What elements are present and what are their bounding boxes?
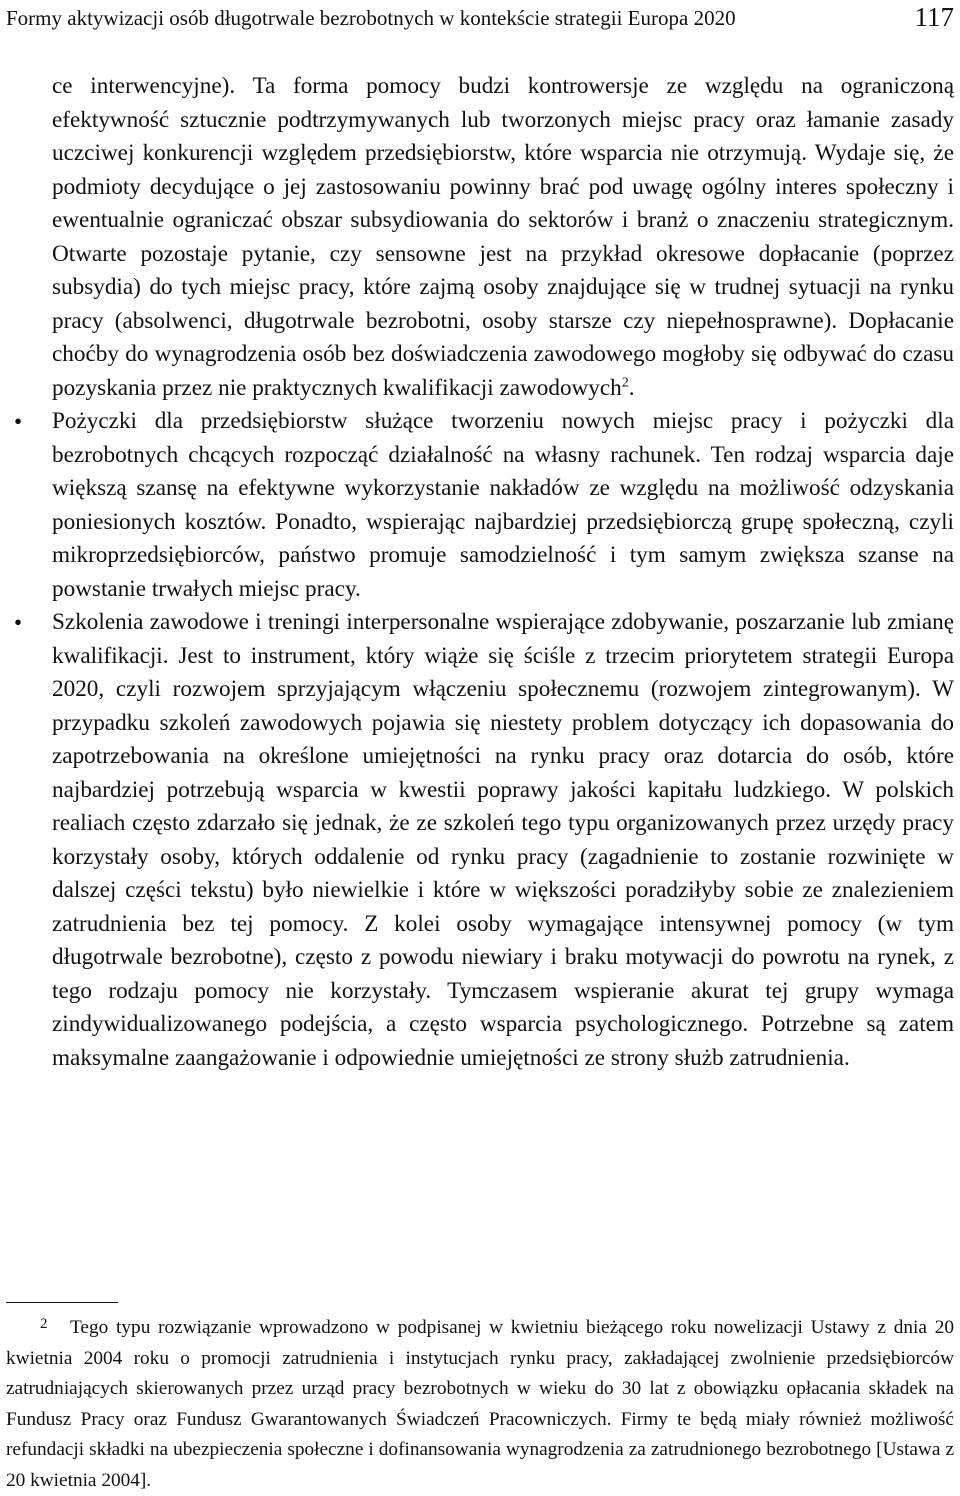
running-title: Formy aktywizacji osób długotrwale bezrobotnych w kontekście strategii Europa 2020 (6, 6, 736, 30)
running-header (6, 2, 954, 32)
list-item (13, 606, 954, 1075)
footnote-divider (6, 1302, 118, 1303)
continuation-text: ce interwencyjne). Ta forma pomocy budzi kontrowersje ze względu na ograniczoną efektywność sztucznie podtrzymywanych lub tworzonych miejsc pracy oraz łamanie zasady uczciwej konkurencji względem przedsiębiorstw, które wsparcia nie otrzymują. Wydaje się, że podmioty decydujące o jej zastosowaniu powinny brać pod uwagę ogólny interes społeczny i ewentualnie ograniczać obszar subsydiowania do sektorów i branż o znaczeniu strategicznym. Otwarte pozostaje pytanie, czy sensowne jest na przykład okresowe dopłacanie (poprzez subsydia) do tych miejsc pracy, które zajmą osoby znajdujące się w trudnej sytuacji na rynku pracy (absolwenci, długotrwale bezrobotni, osoby starsze czy niepełnosprawne). Dopłacanie choćby do wynagrodzenia osób bez doświadczenia zawodowego mogłoby się odbywać do czasu pozyskania przez nie praktycznych kwalifikacji zawodowych (52, 73, 954, 401)
bullet-icon: • (13, 610, 23, 635)
list-item-text: Pożyczki dla przedsiębiorstw służące tworzeniu nowych miejsc pracy i pożyczki dla bezrobotnych chcących rozpocząć działalność na własny rachunek. Ten rodzaj wsparcia daje większą szansę na efektywne wykorzystanie nakładów ze względu na możliwość odzyskania poniesionych kosztów. Ponadto, wspierając najbardziej przedsiębiorczą grupę społeczną, czyli mikroprzedsiębiorców, państwo promuje samodzielność i tym samym zwiększa szanse na powstanie trwałych miejsc pracy. (52, 408, 954, 602)
continuation-end: . (628, 374, 635, 401)
footnote-reference[interactable]: 2 (621, 374, 629, 390)
list-item-text: Szkolenia zawodowe i treningi interpersonalne wspierające zdobywanie, poszarzanie lub zmianę kwalifikacji. Jest to instrument, który wiąże się ściśle z trzecim priorytetem strategii Europa 2020, czyli rozwojem sprzyjającym włączeniu społecznemu (rozwojem zintegrowanym). W przypadku szkoleń zawodowych pojawia się niestety problem dotyczący ich dopasowania do zapotrzebowania na określone umiejętności na rynku pracy oraz dotarcia do osób, które najbardziej potrzebują wsparcia w kwestii poprawy jakości kapitału ludzkiego. W polskich realiach często zdarzało się jednak, że ze szkoleń tego typu organizowanych przez urzędy pracy korzystały osoby, których oddalenie od rynku pracy (zagadnienie to zostanie rozwinięte w dalszej części tekstu) było niewielkie i które w większości poradziłyby sobie ze znalezieniem zatrudnienia bez tej pomocy. Z kolei osoby wymagające intensywnej pomocy (w tym długotrwale bezrobotne), często z powodu niewiary i braku motywacji do powrotu na rynek, z tego rodzaju pomocy nie korzystały. Tymczasem wspieranie akurat tej grupy wymaga zindywidualizowanego podejścia, a często wsparcia psychologicznego. Potrzebne są zatem maksymalne zaangażowanie i odpowiednie umiejętności ze strony służb zatrudnienia. (52, 609, 954, 1071)
continuation-paragraph (52, 70, 954, 405)
list-item (13, 405, 954, 606)
bullet-list (13, 405, 954, 1075)
bullet-icon: • (13, 409, 23, 434)
body-text (13, 70, 954, 1075)
page-number: 117 (914, 2, 954, 32)
footnote-number: 2 (40, 1316, 48, 1332)
footnote-text: Tego typu rozwiązanie wprowadzono w podpisanej w kwietniu bieżącego roku nowelizacji Ustawy z dnia 20 kwietnia 2004 roku o promocji zatrudnienia i instytucjach rynku pracy, zakładającej zwolnienie przedsiębiorców zatrudniających skierowanych przez urząd pracy bezrobotnych w wieku do 30 lat z obowiązku opłacania składek na Fundusz Pracy oraz Fundusz Gwarantowanych Świadczeń Pracowniczych. Firmy te będą miały również możliwość refundacji składki na ubezpieczenia społeczne i dofinansowania wynagrodzenia za zatrudnionego bezrobotnego [Ustawa z 20 kwietnia 2004]. (6, 1317, 954, 1491)
footnote (6, 1309, 954, 1496)
